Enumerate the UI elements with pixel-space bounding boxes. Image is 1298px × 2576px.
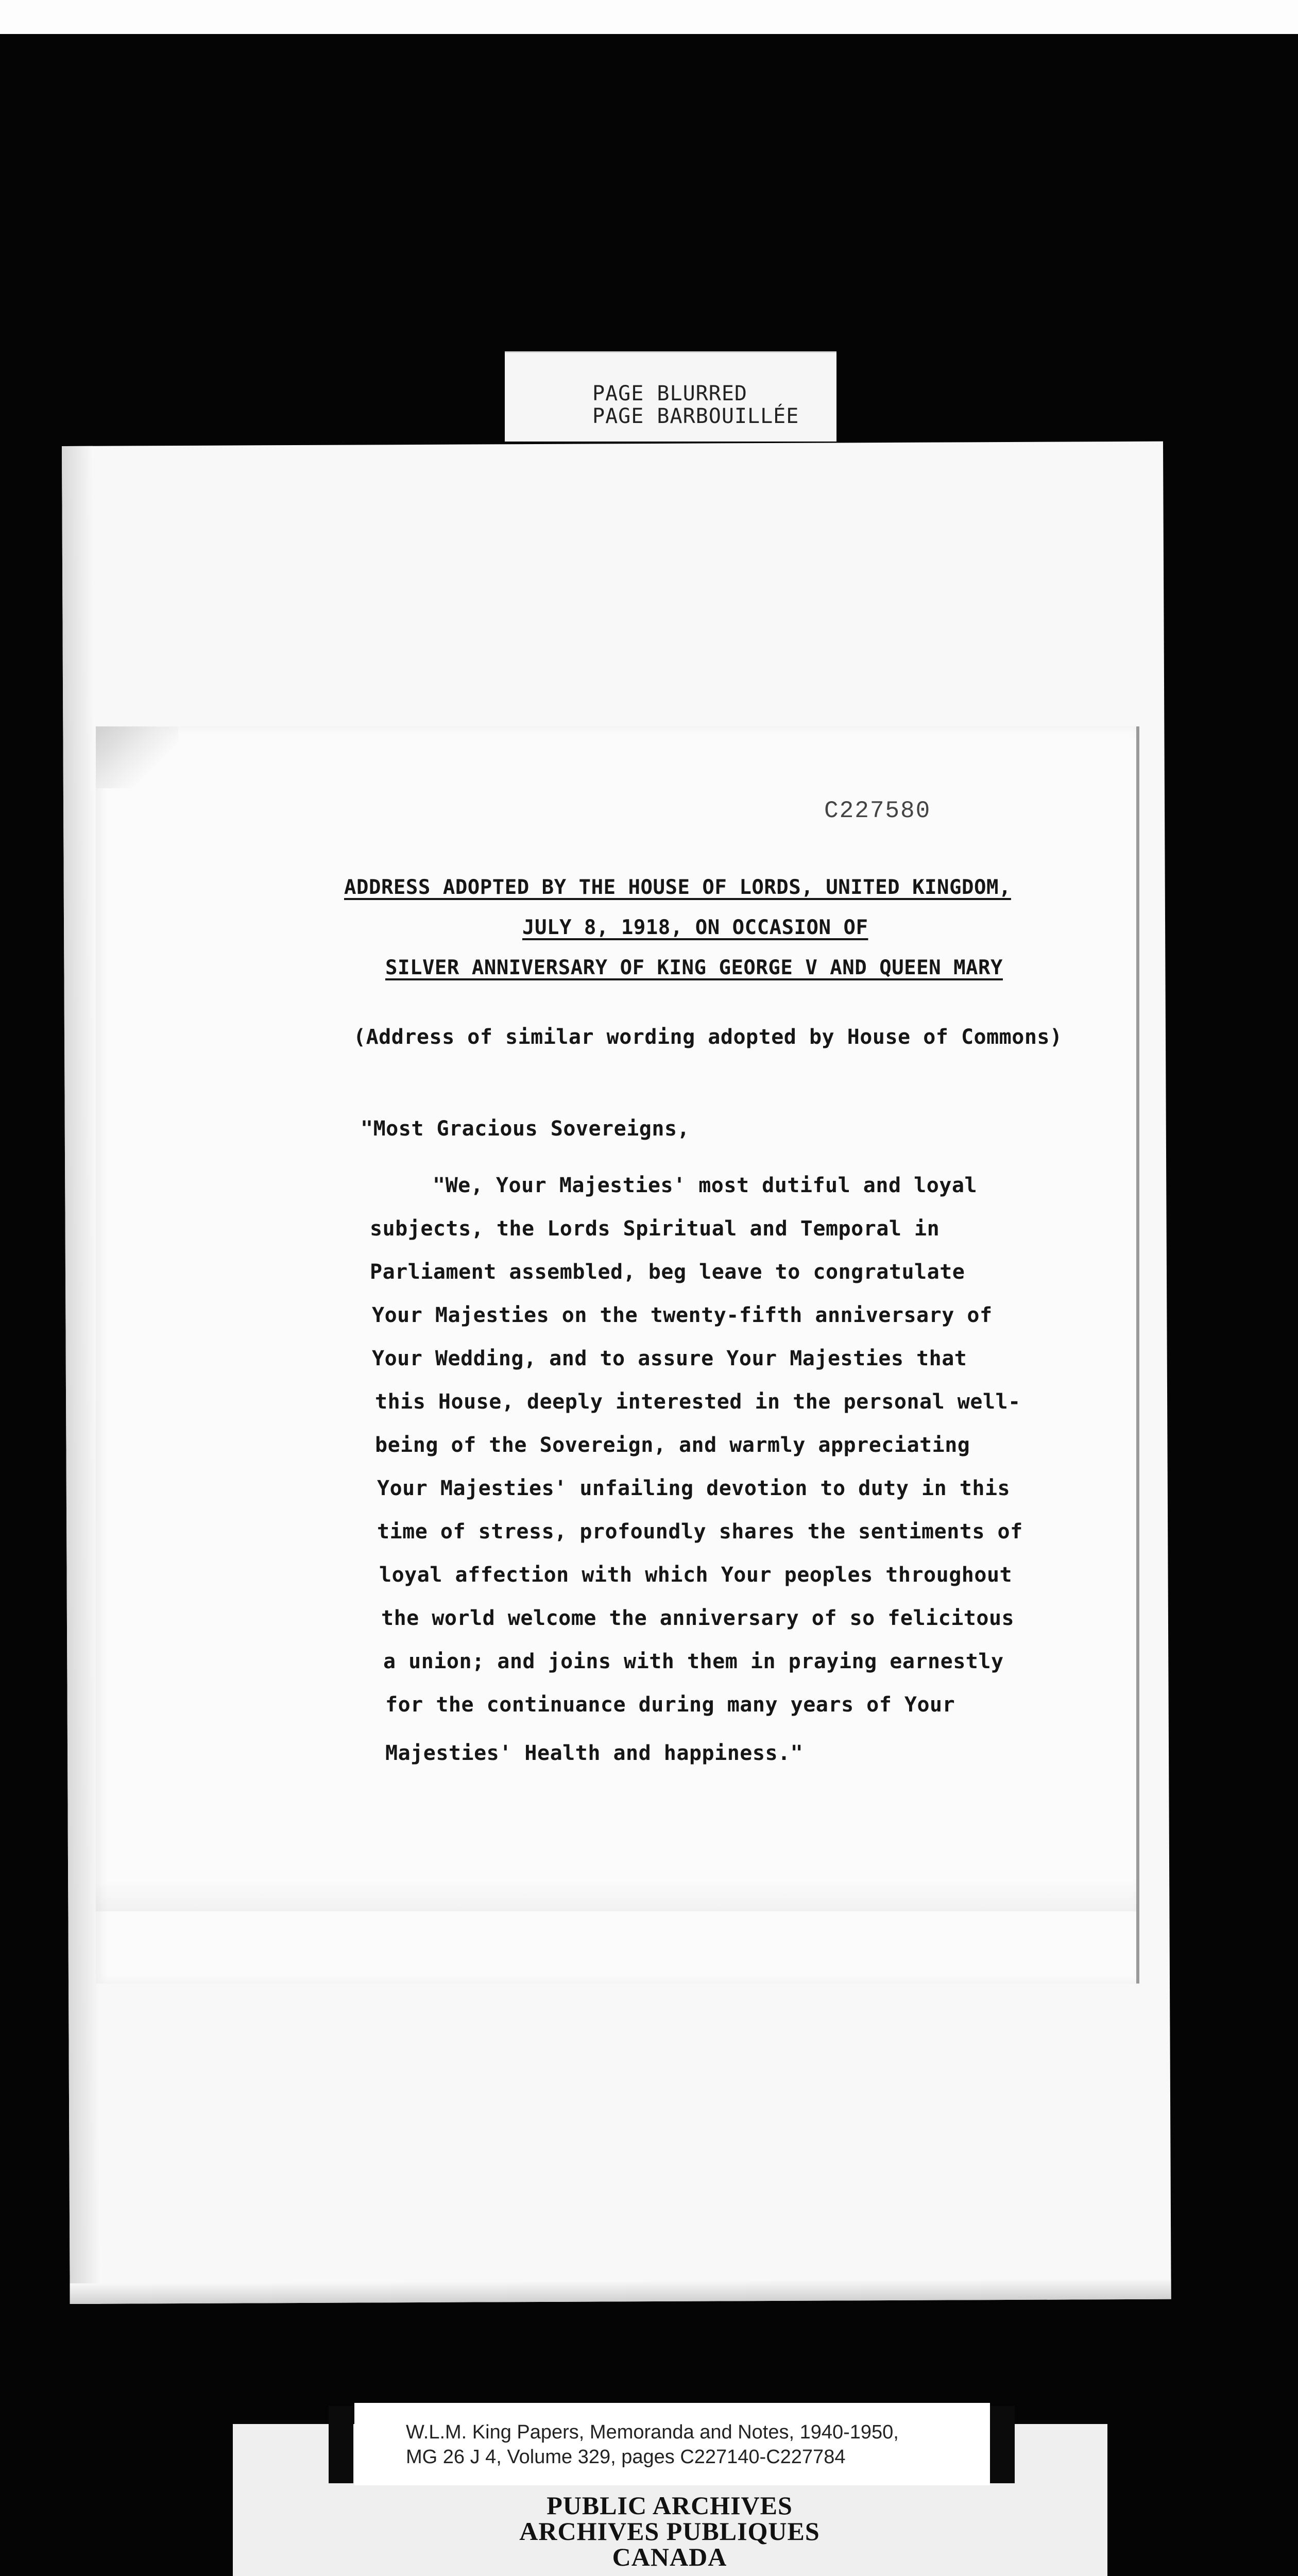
archives-country: CANADA xyxy=(612,2543,727,2571)
stamp-line-french: PAGE BARBOUILLÉE xyxy=(592,404,799,428)
page-blurred-stamp xyxy=(505,351,836,442)
archives-name-english: PUBLIC ARCHIVES xyxy=(546,2491,793,2520)
commons-note: (Address of similar wording adopted by House of Commons) xyxy=(353,1025,1063,1049)
title-line-1: ADDRESS ADOPTED BY THE HOUSE OF LORDS, UNITED KINGDOM, xyxy=(344,876,1011,899)
collection-label xyxy=(354,2403,990,2485)
body-line: subjects, the Lords Spiritual and Temporal in xyxy=(370,1217,940,1241)
body-line: Parliament assembled, beg leave to congratulate xyxy=(370,1260,965,1284)
archives-name-french: ARCHIVES PUBLIQUES xyxy=(519,2517,820,2546)
body-line: time of stress, profoundly shares the sentiments of xyxy=(377,1520,1023,1544)
body-line: for the continuance during many years of Your xyxy=(385,1693,955,1717)
document-number: C227580 xyxy=(824,798,931,824)
body-line: Your Wedding, and to assure Your Majesties that xyxy=(372,1347,967,1370)
body-line: a union; and joins with them in praying earnestly xyxy=(383,1650,1004,1673)
body-line: "We, Your Majesties' most dutiful and loyal xyxy=(433,1174,978,1197)
body-line: the world welcome the anniversary of so felicitous xyxy=(381,1606,1015,1630)
salutation: "Most Gracious Sovereigns, xyxy=(361,1117,690,1141)
page-corner-curl xyxy=(96,726,178,788)
collection-label-line-1: W.L.M. King Papers, Memoranda and Notes, 1940-1950, xyxy=(406,2421,899,2443)
body-line: being of the Sovereign, and warmly appreciating xyxy=(375,1433,970,1457)
body-line: Your Majesties' unfailing devotion to duty in this xyxy=(377,1477,1011,1500)
body-line: Your Majesties on the twenty-fifth anniversary of xyxy=(372,1303,993,1327)
title-line-3: SILVER ANNIVERSARY OF KING GEORGE V AND QUEEN MARY xyxy=(385,956,1003,979)
title-line-2: JULY 8, 1918, ON OCCASION OF xyxy=(522,916,868,939)
body-line: this House, deeply interested in the personal well- xyxy=(375,1390,1021,1414)
body-line: loyal affection with which Your peoples throughout xyxy=(379,1563,1013,1587)
top-border-strip xyxy=(0,0,1298,34)
stamp-line-english: PAGE BLURRED xyxy=(592,382,747,405)
body-line: Majesties' Health and happiness." xyxy=(385,1741,804,1765)
collection-label-line-2: MG 26 J 4, Volume 329, pages C227140-C227784 xyxy=(406,2446,846,2468)
